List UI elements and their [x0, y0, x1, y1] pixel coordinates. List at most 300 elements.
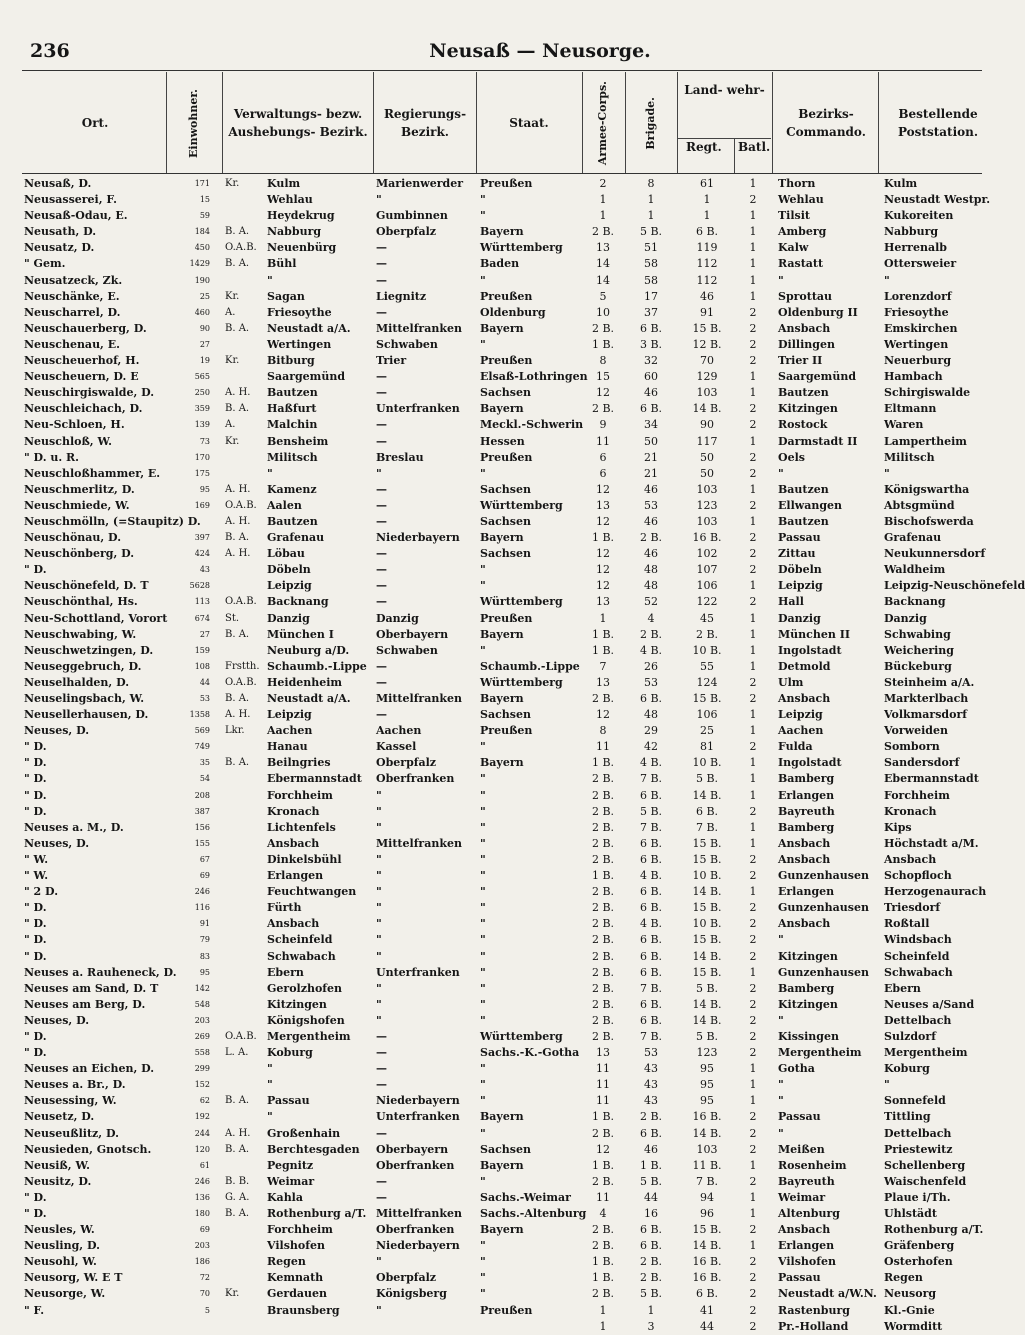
district-command: Detmold	[778, 659, 831, 673]
landwehr-regiment: 94	[700, 1190, 714, 1204]
post-station: Neustadt Westpr.	[884, 193, 991, 207]
army-corps: 2 B.	[591, 225, 615, 239]
landwehr-battalion: 1	[749, 708, 757, 722]
inhabitants: 19	[199, 356, 210, 366]
district-type: B. A.	[225, 532, 250, 544]
post-station: Schwabach	[884, 965, 953, 979]
header-brigade	[626, 74, 676, 172]
government-district: —	[376, 563, 387, 577]
post-station: Nabburg	[884, 225, 939, 239]
district-command: Saargemünd	[778, 370, 857, 384]
state: Württemberg	[480, 241, 563, 255]
government-district: Breslau	[376, 450, 424, 464]
brigade: 1	[647, 193, 655, 207]
inhabitants: 69	[199, 1225, 210, 1235]
inhabitants: 72	[199, 1273, 210, 1283]
government-district: —	[376, 482, 387, 496]
district-command: Ingolstadt	[778, 756, 842, 770]
brigade: 6 B.	[639, 402, 663, 416]
brigade: 16	[644, 1207, 658, 1220]
government-district: Mittelfranken	[376, 321, 462, 335]
landwehr-regiment: 10 B.	[692, 869, 722, 883]
landwehr-regiment: 95	[700, 1094, 714, 1108]
post-station: Bückeburg	[884, 659, 952, 673]
government-district: "	[376, 997, 382, 1011]
inhabitants: 1429	[189, 259, 210, 269]
army-corps: 2 B.	[591, 981, 615, 995]
admin-district: Gerolzhofen	[267, 981, 343, 995]
landwehr-regiment: 103	[696, 1142, 718, 1156]
brigade: 17	[644, 289, 658, 303]
state: "	[480, 563, 486, 577]
admin-district: Dinkelsbühl	[267, 852, 342, 866]
post-station: Schwabing	[884, 627, 951, 641]
district-command: Bautzen	[778, 386, 829, 400]
post-station: Osterhofen	[884, 1255, 953, 1269]
landwehr-regiment: 112	[696, 257, 718, 271]
inhabitants: 91	[199, 919, 210, 929]
table-row	[0, 401, 1000, 417]
inhabitants: 180	[194, 1209, 210, 1218]
brigade: 46	[644, 514, 658, 528]
government-district: Niederbayern	[376, 531, 460, 545]
army-corps: 2 B.	[591, 402, 615, 416]
post-station: Dettelbach	[884, 1126, 952, 1140]
district-command: Kissingen	[778, 1029, 839, 1043]
state: Bayern	[480, 627, 524, 641]
landwehr-battalion: 2	[749, 675, 757, 689]
admin-district: Ansbach	[267, 917, 320, 931]
inhabitants: 159	[194, 645, 210, 655]
landwehr-regiment: 50	[700, 450, 714, 464]
landwehr-regiment: 1	[703, 193, 711, 207]
admin-district: Weimar	[267, 1174, 315, 1188]
district-type: B. A.	[225, 628, 250, 640]
state: "	[480, 337, 486, 351]
table-row	[0, 530, 1000, 546]
state: "	[480, 772, 486, 786]
post-station: Weichering	[884, 643, 954, 657]
inhabitants: 250	[194, 388, 210, 398]
district-command: Döbeln	[778, 563, 822, 577]
place-name: Neuselhalden, D.	[24, 675, 130, 689]
district-type: A. H.	[225, 1127, 251, 1139]
column-divider	[878, 72, 879, 173]
table-row	[0, 1254, 1000, 1270]
post-station: Neukunnersdorf	[884, 547, 986, 561]
table-row	[0, 804, 1000, 820]
landwehr-battalion: 1	[749, 659, 757, 673]
brigade: 29	[644, 724, 658, 738]
admin-district: Grafenau	[267, 531, 325, 545]
place-name: Neuschönau, D.	[24, 531, 122, 545]
post-station: Scheinfeld	[884, 949, 950, 963]
state: "	[480, 209, 486, 223]
place-name: Neusath, D.	[24, 225, 97, 239]
place-name: Neuses, D.	[24, 724, 90, 738]
post-station: Dettelbach	[884, 1013, 952, 1027]
brigade: 2 B.	[639, 1110, 663, 1124]
landwehr-regiment: 91	[700, 305, 714, 319]
brigade: 46	[644, 386, 658, 400]
state: Preußen	[480, 611, 533, 625]
army-corps: 2 B.	[591, 1174, 615, 1188]
post-station: Leipzig-Neuschönefeld	[884, 579, 1025, 593]
place-name: Neuses am Sand, D. T	[24, 981, 159, 995]
admin-district: Gerdauen	[267, 1287, 328, 1301]
table-row	[0, 305, 1000, 321]
place-name: Neusessing, W.	[24, 1094, 117, 1108]
admin-district: Bautzen	[267, 386, 318, 400]
inhabitants: 139	[194, 420, 210, 430]
inhabitants: 565	[194, 372, 210, 382]
inhabitants: 156	[194, 822, 210, 832]
header-landwehr-label: Land- wehr-	[684, 83, 765, 97]
inhabitants: 70	[199, 1289, 210, 1299]
district-command: Zittau	[778, 547, 816, 561]
government-district: Niederbayern	[376, 1094, 460, 1108]
post-station: Priestewitz	[884, 1142, 953, 1156]
district-command: Weimar	[778, 1190, 826, 1204]
brigade: 2 B.	[639, 1255, 663, 1269]
landwehr-regiment: 102	[696, 547, 718, 561]
table-row	[0, 1222, 1000, 1238]
district-command: Ansbach	[778, 1223, 831, 1237]
place-name: " D.	[24, 788, 47, 802]
inhabitants: 569	[194, 726, 210, 736]
admin-district: Malchin	[267, 418, 318, 432]
landwehr-battalion: 2	[749, 563, 757, 577]
place-name: " D.	[24, 804, 47, 818]
state: Bayern	[480, 531, 524, 545]
inhabitants: 558	[194, 1048, 210, 1058]
inhabitants: 387	[194, 806, 210, 816]
district-command: Gunzenhausen	[778, 901, 869, 915]
district-command: "	[778, 1013, 784, 1027]
place-name: Neusasserei, F.	[24, 193, 117, 207]
landwehr-battalion: 2	[749, 305, 757, 319]
state: Bayern	[480, 225, 524, 239]
admin-district: Wehlau	[267, 193, 313, 207]
district-command: Gotha	[778, 1062, 815, 1076]
state: "	[480, 997, 486, 1011]
state: Württemberg	[480, 595, 563, 609]
table-row	[0, 1158, 1000, 1174]
army-corps: 8	[599, 354, 607, 368]
landwehr-regiment: 16 B.	[692, 1255, 722, 1269]
inhabitants: 244	[194, 1128, 210, 1138]
landwehr-regiment: 25	[700, 724, 714, 738]
landwehr-battalion: 2	[749, 981, 757, 995]
table-row	[0, 289, 1000, 305]
district-type: B. A.	[225, 258, 250, 270]
table-row	[0, 514, 1000, 530]
header-regt: Regt.	[686, 140, 722, 154]
landwehr-battalion: 2	[749, 595, 757, 609]
table-row	[0, 659, 1000, 675]
landwehr-battalion: 2	[749, 1110, 757, 1124]
place-name: Neusetz, D.	[24, 1110, 95, 1124]
admin-district: Neuenbürg	[267, 241, 337, 255]
admin-district: Forchheim	[267, 1223, 333, 1237]
district-command: Passau	[778, 1271, 821, 1285]
district-command: Rostock	[778, 418, 828, 432]
district-type: O.A.B.	[225, 596, 257, 608]
post-station: Schopfloch	[884, 869, 952, 883]
landwehr-regiment: 15 B.	[692, 933, 722, 947]
place-name: Neuses am Berg, D.	[24, 997, 146, 1011]
brigade: 48	[644, 563, 658, 577]
army-corps: 2 B.	[591, 1126, 615, 1140]
government-district: "	[376, 1013, 382, 1027]
inhabitants: 136	[194, 1192, 210, 1202]
table-row	[0, 562, 1000, 578]
post-station: Triesdorf	[884, 901, 941, 915]
table-row	[0, 884, 1000, 900]
place-name: Neuses a. Rauheneck, D.	[24, 965, 177, 979]
landwehr-battalion: 1	[749, 273, 757, 287]
header-kommando: Bezirks- Commando.	[786, 107, 866, 139]
government-district: Oberfranken	[376, 772, 455, 786]
brigade: 7 B.	[639, 981, 663, 995]
government-district: —	[376, 675, 387, 689]
inhabitants: 269	[194, 1031, 210, 1041]
post-station: Königswartha	[884, 482, 970, 496]
landwehr-battalion: 2	[749, 531, 757, 545]
state: "	[480, 885, 486, 899]
district-type: Kr.	[225, 435, 240, 447]
directory-table-body	[0, 176, 1025, 1335]
army-corps: 1 B.	[591, 869, 615, 883]
landwehr-battalion: 2	[749, 337, 757, 351]
admin-district: Leipzig	[267, 579, 312, 593]
district-type: A.	[225, 306, 236, 318]
header-armeecorps	[583, 74, 624, 172]
district-command: Pr.-Holland	[778, 1319, 849, 1333]
government-district: Königsberg	[376, 1287, 447, 1301]
landwehr-battalion: 1	[749, 434, 757, 448]
state: "	[480, 740, 486, 754]
district-command: Sprottau	[778, 289, 833, 303]
state: Sachsen	[480, 386, 531, 400]
government-district: Mittelfranken	[376, 692, 462, 705]
landwehr-battalion: 2	[749, 1142, 757, 1156]
brigade: 7 B.	[639, 820, 663, 834]
landwehr-battalion: 2	[749, 321, 757, 335]
inhabitants: 460	[194, 307, 210, 317]
brigade: 6 B.	[639, 965, 663, 979]
army-corps: 2 B.	[591, 885, 615, 899]
landwehr-regiment: 129	[696, 370, 718, 384]
post-station: Neuerburg	[884, 354, 952, 368]
government-district: Kassel	[376, 740, 417, 754]
district-command: Ansbach	[778, 321, 831, 335]
government-district: —	[376, 1126, 387, 1140]
brigade: 51	[644, 241, 658, 255]
brigade: 6 B.	[639, 1126, 663, 1140]
inhabitants: 95	[199, 484, 210, 494]
district-command: "	[778, 273, 784, 287]
table-row	[0, 627, 1000, 643]
admin-district: "	[267, 273, 273, 287]
district-type: B. B.	[225, 1175, 250, 1187]
column-divider	[222, 72, 223, 173]
landwehr-regiment: 2 B.	[695, 627, 719, 641]
district-type: Kr.	[225, 290, 240, 302]
table-row	[0, 546, 1000, 562]
landwehr-battalion: 2	[749, 193, 757, 207]
brigade: 2 B.	[639, 531, 663, 545]
table-row	[0, 981, 1000, 997]
army-corps: 1 B.	[591, 627, 615, 641]
district-command: Oels	[778, 450, 805, 464]
header-verwaltung: Verwaltungs- bezw. Aushebungs- Bezirk.	[228, 107, 368, 139]
table-row	[0, 498, 1000, 514]
place-name: Neusohl, W.	[24, 1255, 97, 1269]
landwehr-battalion: 1	[749, 756, 757, 770]
place-name: " D.	[24, 1207, 47, 1220]
brigade: 6 B.	[639, 852, 663, 866]
district-command: Altenburg	[778, 1207, 840, 1220]
army-corps: 2 B.	[591, 321, 615, 335]
admin-district: Kahla	[267, 1190, 303, 1204]
district-command: Erlangen	[778, 788, 835, 802]
landwehr-regiment: 6 B.	[695, 225, 719, 239]
army-corps: 9	[599, 418, 607, 432]
army-corps: 12	[596, 482, 610, 496]
district-type: B. A.	[225, 757, 250, 769]
government-district: —	[376, 498, 387, 512]
header-einwohner	[166, 74, 222, 172]
landwehr-regiment: 10 B.	[692, 756, 722, 770]
government-district: —	[376, 1174, 387, 1188]
place-name: " D.	[24, 1190, 47, 1204]
landwehr-regiment: 6 B.	[695, 1287, 719, 1301]
brigade: 21	[644, 450, 658, 464]
inhabitants: 175	[194, 468, 210, 478]
district-command: Ansbach	[778, 692, 831, 705]
post-station: Kl.-Gnie	[884, 1303, 935, 1317]
inhabitants: 450	[194, 243, 210, 253]
district-command: "	[778, 1094, 784, 1108]
table-row	[0, 836, 1000, 852]
state: "	[480, 1126, 486, 1140]
brigade: 5 B.	[639, 804, 663, 818]
army-corps: 2	[599, 177, 607, 190]
place-name: Neuseußlitz, D.	[24, 1126, 119, 1140]
district-type: A. H.	[225, 515, 251, 527]
brigade: 50	[644, 434, 658, 448]
landwehr-regiment: 41	[700, 1303, 714, 1317]
place-name: Neuschwetzingen, D.	[24, 643, 154, 657]
inhabitants: 113	[194, 597, 210, 607]
inhabitants: 5	[204, 1305, 210, 1315]
admin-district: Hanau	[267, 740, 308, 754]
government-district: "	[376, 885, 382, 899]
table-row	[0, 256, 1000, 272]
post-station: Waischenfeld	[884, 1174, 967, 1188]
brigade: 6 B.	[639, 692, 663, 705]
admin-district: Kemnath	[267, 1271, 324, 1285]
landwehr-battalion: 2	[749, 354, 757, 368]
admin-district: Kronach	[267, 804, 320, 818]
header-bottom-rule	[22, 173, 982, 174]
landwehr-regiment: 123	[696, 498, 718, 512]
district-command: Thorn	[778, 177, 816, 190]
government-district: Liegnitz	[376, 289, 427, 303]
place-name: Neuschwabing, W.	[24, 627, 137, 641]
table-row	[0, 353, 1000, 369]
post-station: Kips	[884, 820, 912, 834]
post-station: Friesoythe	[884, 305, 949, 319]
army-corps: 1 B.	[591, 1255, 615, 1269]
district-type: B. A.	[225, 1095, 250, 1107]
column-divider	[772, 72, 773, 173]
district-type: A.	[225, 419, 236, 431]
post-station: Herrenalb	[884, 241, 947, 255]
admin-district: Königshofen	[267, 1013, 345, 1027]
district-command: Bayreuth	[778, 1174, 835, 1188]
inhabitants: 397	[194, 533, 210, 543]
place-name: Neusiß, W.	[24, 1158, 90, 1172]
post-station: Mergentheim	[884, 1046, 968, 1060]
government-district: —	[376, 1046, 387, 1060]
landwehr-regiment: 5 B.	[695, 1029, 719, 1043]
table-row	[0, 997, 1000, 1013]
brigade: 58	[644, 257, 658, 271]
district-type: B. A.	[225, 693, 250, 704]
state: Preußen	[480, 450, 533, 464]
brigade: 37	[644, 305, 658, 319]
place-name: " D.	[24, 917, 47, 931]
state: Sachsen	[480, 708, 531, 722]
place-name: Neusles, W.	[24, 1223, 95, 1237]
brigade: 53	[644, 498, 658, 512]
place-name: Neusaß, D.	[24, 177, 92, 190]
brigade: 60	[644, 370, 658, 384]
district-command: Trier II	[778, 354, 823, 368]
brigade: 6 B.	[639, 1239, 663, 1253]
admin-district: Wertingen	[267, 337, 332, 351]
place-name: Neuschönberg, D.	[24, 547, 135, 561]
government-district: "	[376, 933, 382, 947]
landwehr-battalion: 1	[749, 386, 757, 400]
brigade: 21	[644, 466, 658, 480]
brigade: 1	[647, 209, 655, 223]
district-type: O.A.B.	[225, 499, 257, 511]
district-command: Neustadt a/W.N.	[778, 1287, 877, 1301]
army-corps: 1	[599, 193, 607, 207]
government-district: —	[376, 659, 387, 673]
inhabitants: 5628	[189, 581, 210, 591]
brigade: 48	[644, 579, 658, 593]
inhabitants: 424	[194, 549, 210, 559]
district-command: Leipzig	[778, 579, 823, 593]
place-name: Neuschönefeld, D. T	[24, 579, 149, 593]
landwehr-battalion: 2	[749, 949, 757, 963]
district-command: Aachen	[778, 724, 824, 738]
landwehr-regiment: 1	[703, 209, 711, 223]
government-district: "	[376, 949, 382, 963]
government-district: Trier	[376, 354, 407, 368]
state: "	[480, 1013, 486, 1027]
post-station: Lorenzdorf	[884, 289, 952, 303]
column-divider	[476, 72, 477, 173]
government-district: Mittelfranken	[376, 836, 462, 850]
admin-district: "	[267, 1110, 273, 1124]
table-row	[0, 337, 1000, 353]
army-corps: 2 B.	[591, 772, 615, 786]
